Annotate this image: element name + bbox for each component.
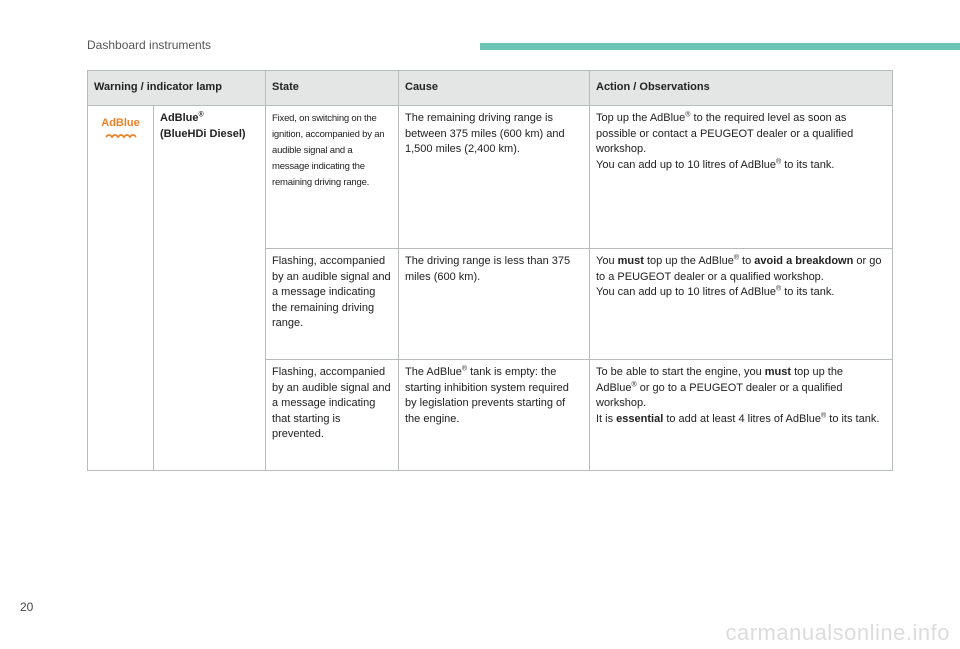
action-text: top up the AdBlue (596, 366, 844, 394)
header-accent-bar (480, 43, 960, 50)
lamp-name: AdBlue (160, 112, 199, 124)
action-text: Top up the AdBlue (596, 112, 686, 124)
action-text: to its tank. (826, 412, 880, 425)
registered-mark: ® (461, 365, 468, 373)
registered-mark: ® (821, 411, 827, 419)
lamp-icon-cell (88, 106, 154, 471)
action-emphasis: essential (616, 412, 664, 425)
action-text: top up the AdBlue (643, 255, 734, 267)
registered-mark: ® (733, 254, 739, 262)
action-text: It is (596, 412, 617, 425)
action-emphasis: avoid a breakdown (754, 255, 854, 267)
adblue-wave-icon (105, 132, 137, 139)
action-text: to add at least 4 litres of AdBlue (663, 412, 822, 425)
action-emphasis: must (617, 255, 644, 267)
cause-cell: The remaining driving range is between 375 miles (600 km) and 1,500 miles (2,400 km). (399, 106, 590, 249)
registered-mark: ® (631, 380, 637, 388)
cause-cell (399, 360, 590, 471)
cause-cell: The driving range is less than 375 miles (600 km). (399, 249, 590, 360)
state-cell: Flashing, accompanied by an audible signal and a message indicating that starting is prevented. (266, 360, 399, 471)
action-text: You (596, 255, 618, 267)
state-cell: Flashing, accompanied by an audible signal and a message indicating the remaining driving range. (266, 249, 399, 360)
header-action: Action / Observations (590, 71, 893, 106)
registered-mark: ® (685, 111, 691, 119)
page-number: 20 (20, 600, 34, 614)
adblue-icon-label: AdBlue (101, 117, 140, 129)
action-text: to the required level as soon as possible or contact a PEUGEOT dealer or a qualified workshop. (596, 112, 854, 155)
action-text: or go to a PEUGEOT dealer or a qualified workshop. (596, 381, 843, 409)
header-state: State (266, 71, 399, 106)
action-text: to its tank. (781, 158, 835, 171)
lamp-variant: (BlueHDi Diesel) (160, 127, 246, 140)
action-cell (590, 249, 893, 360)
cause-text: tank is empty: the starting inhibition system required by legislation prevents starting of the engine. (405, 366, 569, 425)
action-text: to its tank. (781, 286, 835, 298)
registered-mark: ® (198, 111, 204, 119)
action-cell (590, 360, 893, 471)
action-emphasis: must (764, 366, 792, 378)
header-cause: Cause (399, 71, 590, 106)
lamp-name-cell (154, 106, 266, 471)
table-row (88, 106, 893, 249)
action-cell (590, 106, 893, 249)
header-warning-lamp: Warning / indicator lamp (88, 71, 266, 106)
action-text: You can add up to 10 litres of AdBlue (596, 286, 777, 298)
page-header-title: Dashboard instruments (87, 38, 212, 52)
cause-text: The AdBlue (405, 366, 462, 378)
action-text: or go to a PEUGEOT dealer or a qualified workshop. (596, 255, 882, 283)
action-text: to (739, 255, 755, 267)
state-cell: Fixed, on switching on the ignition, accompanied by an audible signal and a message indicating the remaining driving range. (266, 106, 399, 249)
action-text: To be able to start the engine, you (596, 366, 765, 378)
watermark: carmanualsonline.info (725, 620, 950, 645)
warning-lamp-table (87, 70, 893, 471)
registered-mark: ® (776, 285, 782, 293)
action-text: You can add up to 10 litres of AdBlue (596, 158, 777, 171)
adblue-icon (101, 117, 140, 145)
registered-mark: ® (776, 157, 782, 165)
table-header-row (88, 71, 893, 106)
